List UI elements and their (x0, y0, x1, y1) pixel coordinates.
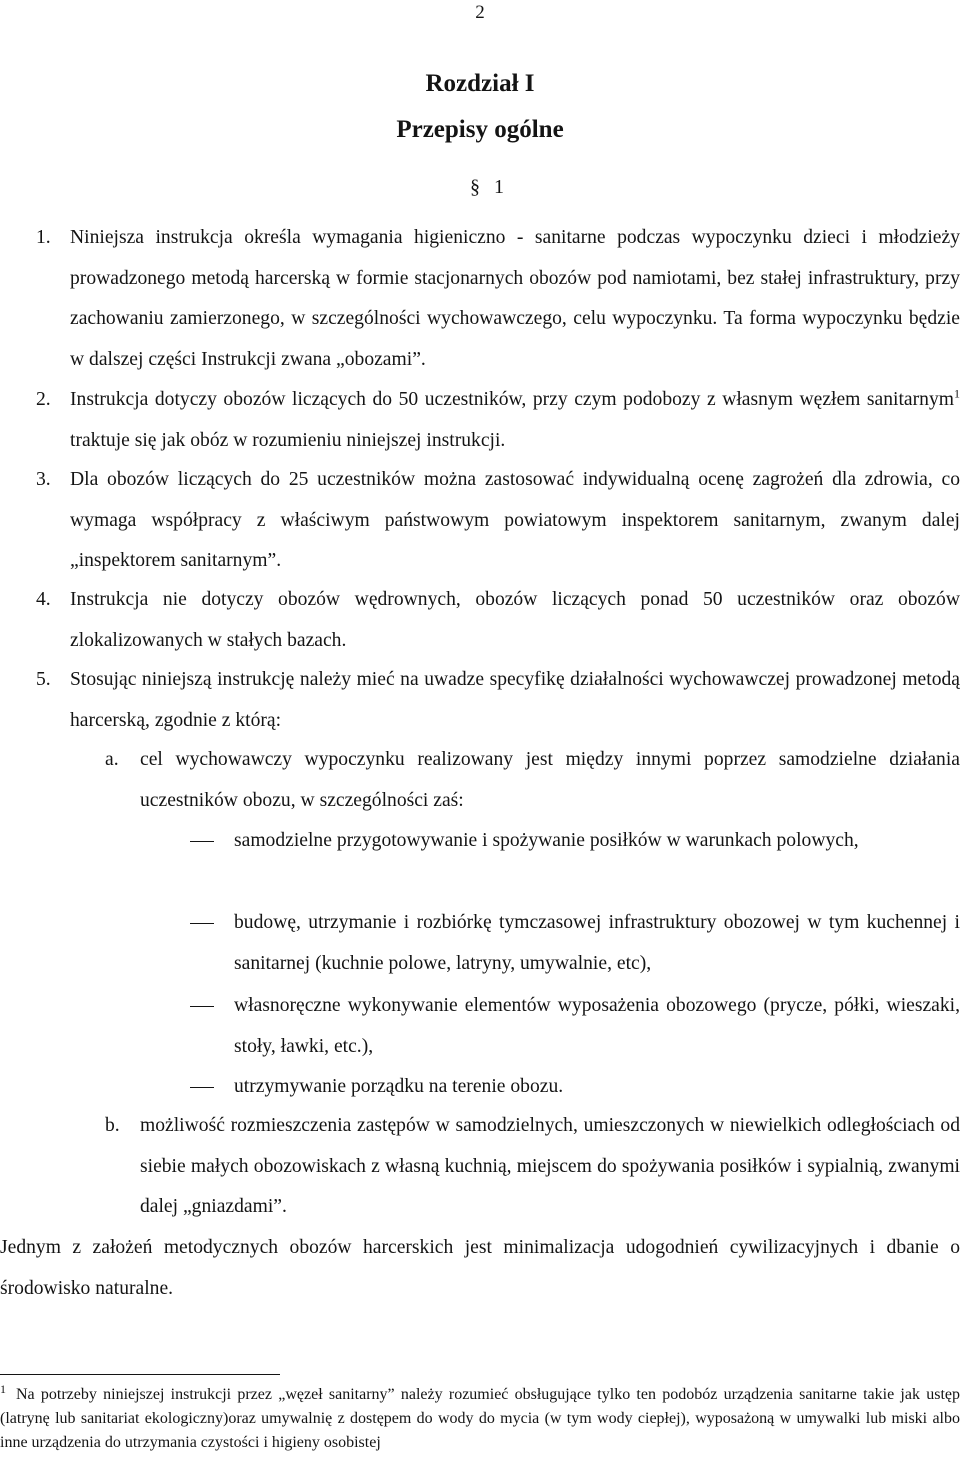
chapter-subtitle: Przepisy ogólne (396, 116, 564, 143)
footnote-text: Na potrzeby niniejszej instrukcji przez „węzeł sanitarny” należy rozumieć obsługujące tylko ten podobóz urządzenia sanitarne takie jak ustęp (latrynę lub sanitariat ekologiczny)oraz umywalnię z dostępem do wody do mycia (w tym wody ciepłej), wyposażoną w umywalki lub miski albo inne urządzenia do utrzymania czystości i higieny osobistej (0, 1386, 960, 1451)
dash-marker (190, 1006, 214, 1007)
page-number: 2 (475, 2, 485, 23)
footnote-mark: 1 (0, 1381, 6, 1396)
section-sign: § (470, 176, 480, 198)
dash-marker (190, 1087, 214, 1088)
closing-paragraph: Jednym z założeń metodycznych obozów harcerskich jest minimalizacja udogodnień cywilizacyjnych i dbanie o środowisko naturalne. (0, 1237, 960, 1299)
point-text: Instrukcja nie dotyczy obozów wędrownych, obozów liczących ponad 50 uczestników oraz obozów zlokalizowanych w stałych bazach. (70, 589, 960, 651)
subpoint-text: cel wychowawczy wypoczynku realizowany jest między innymi poprzez samodzielne działania uczestników obozu, w szczególności zaś: (140, 749, 960, 811)
point-number: 2. (36, 389, 51, 410)
section-number: 1 (494, 176, 504, 198)
point-number: 1. (36, 227, 51, 248)
point-text (70, 380, 960, 461)
subpoint-letter: a. (105, 749, 119, 770)
point-text: Dla obozów liczących do 25 uczestników można zastosować indywidualną ocenę zagrożeń dla zdrowia, co wymaga współpracy z właściwym państwowym powiatowym inspektorem sanitarnym, zwanym dalej „inspektorem sanitarnym”. (70, 469, 960, 571)
footnote-reference: 1 (954, 386, 960, 401)
point-text-part: traktuje się jak obóz w rozumieniu niniejszej instrukcji. (70, 429, 506, 451)
point-text-part: Instrukcja dotyczy obozów liczących do 50 uczestników, przy czym podobozy z własnym węzłem sanitarnym (70, 389, 954, 410)
point-number: 3. (36, 469, 51, 490)
dash-marker (190, 923, 214, 924)
point-number: 4. (36, 589, 51, 610)
point-number: 5. (36, 669, 51, 690)
footnote-separator (0, 1374, 280, 1375)
subpoint-text: możliwość rozmieszczenia zastępów w samodzielnych, umieszczonych w niewielkich odległościach od siebie małych obozowiskach z własną kuchnią, miejscem do spożywania posiłków i sypialnią, zwanymi dalej „gniazdami”. (140, 1115, 960, 1217)
dash-item-text: budowę, utrzymanie i rozbiórkę tymczasowej infrastruktury obozowej w tym kuchennej i sanitarnej (kuchnie polowe, latryny, umywalnie, etc), (234, 912, 960, 974)
subpoint-letter: b. (105, 1115, 120, 1136)
point-text: Stosując niniejszą instrukcję należy mieć na uwadze specyfikę działalności wychowawczej prowadzonej metodą harcerską, zgodnie z którą: (70, 669, 960, 731)
dash-item-text: utrzymywanie porządku na terenie obozu. (234, 1076, 564, 1097)
section-heading (470, 176, 504, 199)
dash-item-text: własnoręczne wykonywanie elementów wyposażenia obozowego (prycze, półki, wieszaki, stoły, ławki, etc.), (234, 995, 960, 1057)
point-text: Niniejsza instrukcja określa wymagania higieniczno - sanitarne podczas wypoczynku dzieci i młodzieży prowadzonego metodą harcerską w formie stacjonarnych obozów pod namiotami, bez stałej infrastruktury, przy zachowaniu zamierzonego, w szczególności wychowawczego, celu wypoczynku. Ta forma wypoczynku będzie w dalszej części Instrukcji zwana „obozami”. (70, 227, 960, 370)
dash-marker (190, 841, 214, 842)
dash-item-text: samodzielne przygotowywanie i spożywanie posiłków w warunkach polowych, (234, 830, 859, 851)
chapter-title: Rozdział I (425, 70, 535, 97)
footnote (0, 1383, 960, 1455)
